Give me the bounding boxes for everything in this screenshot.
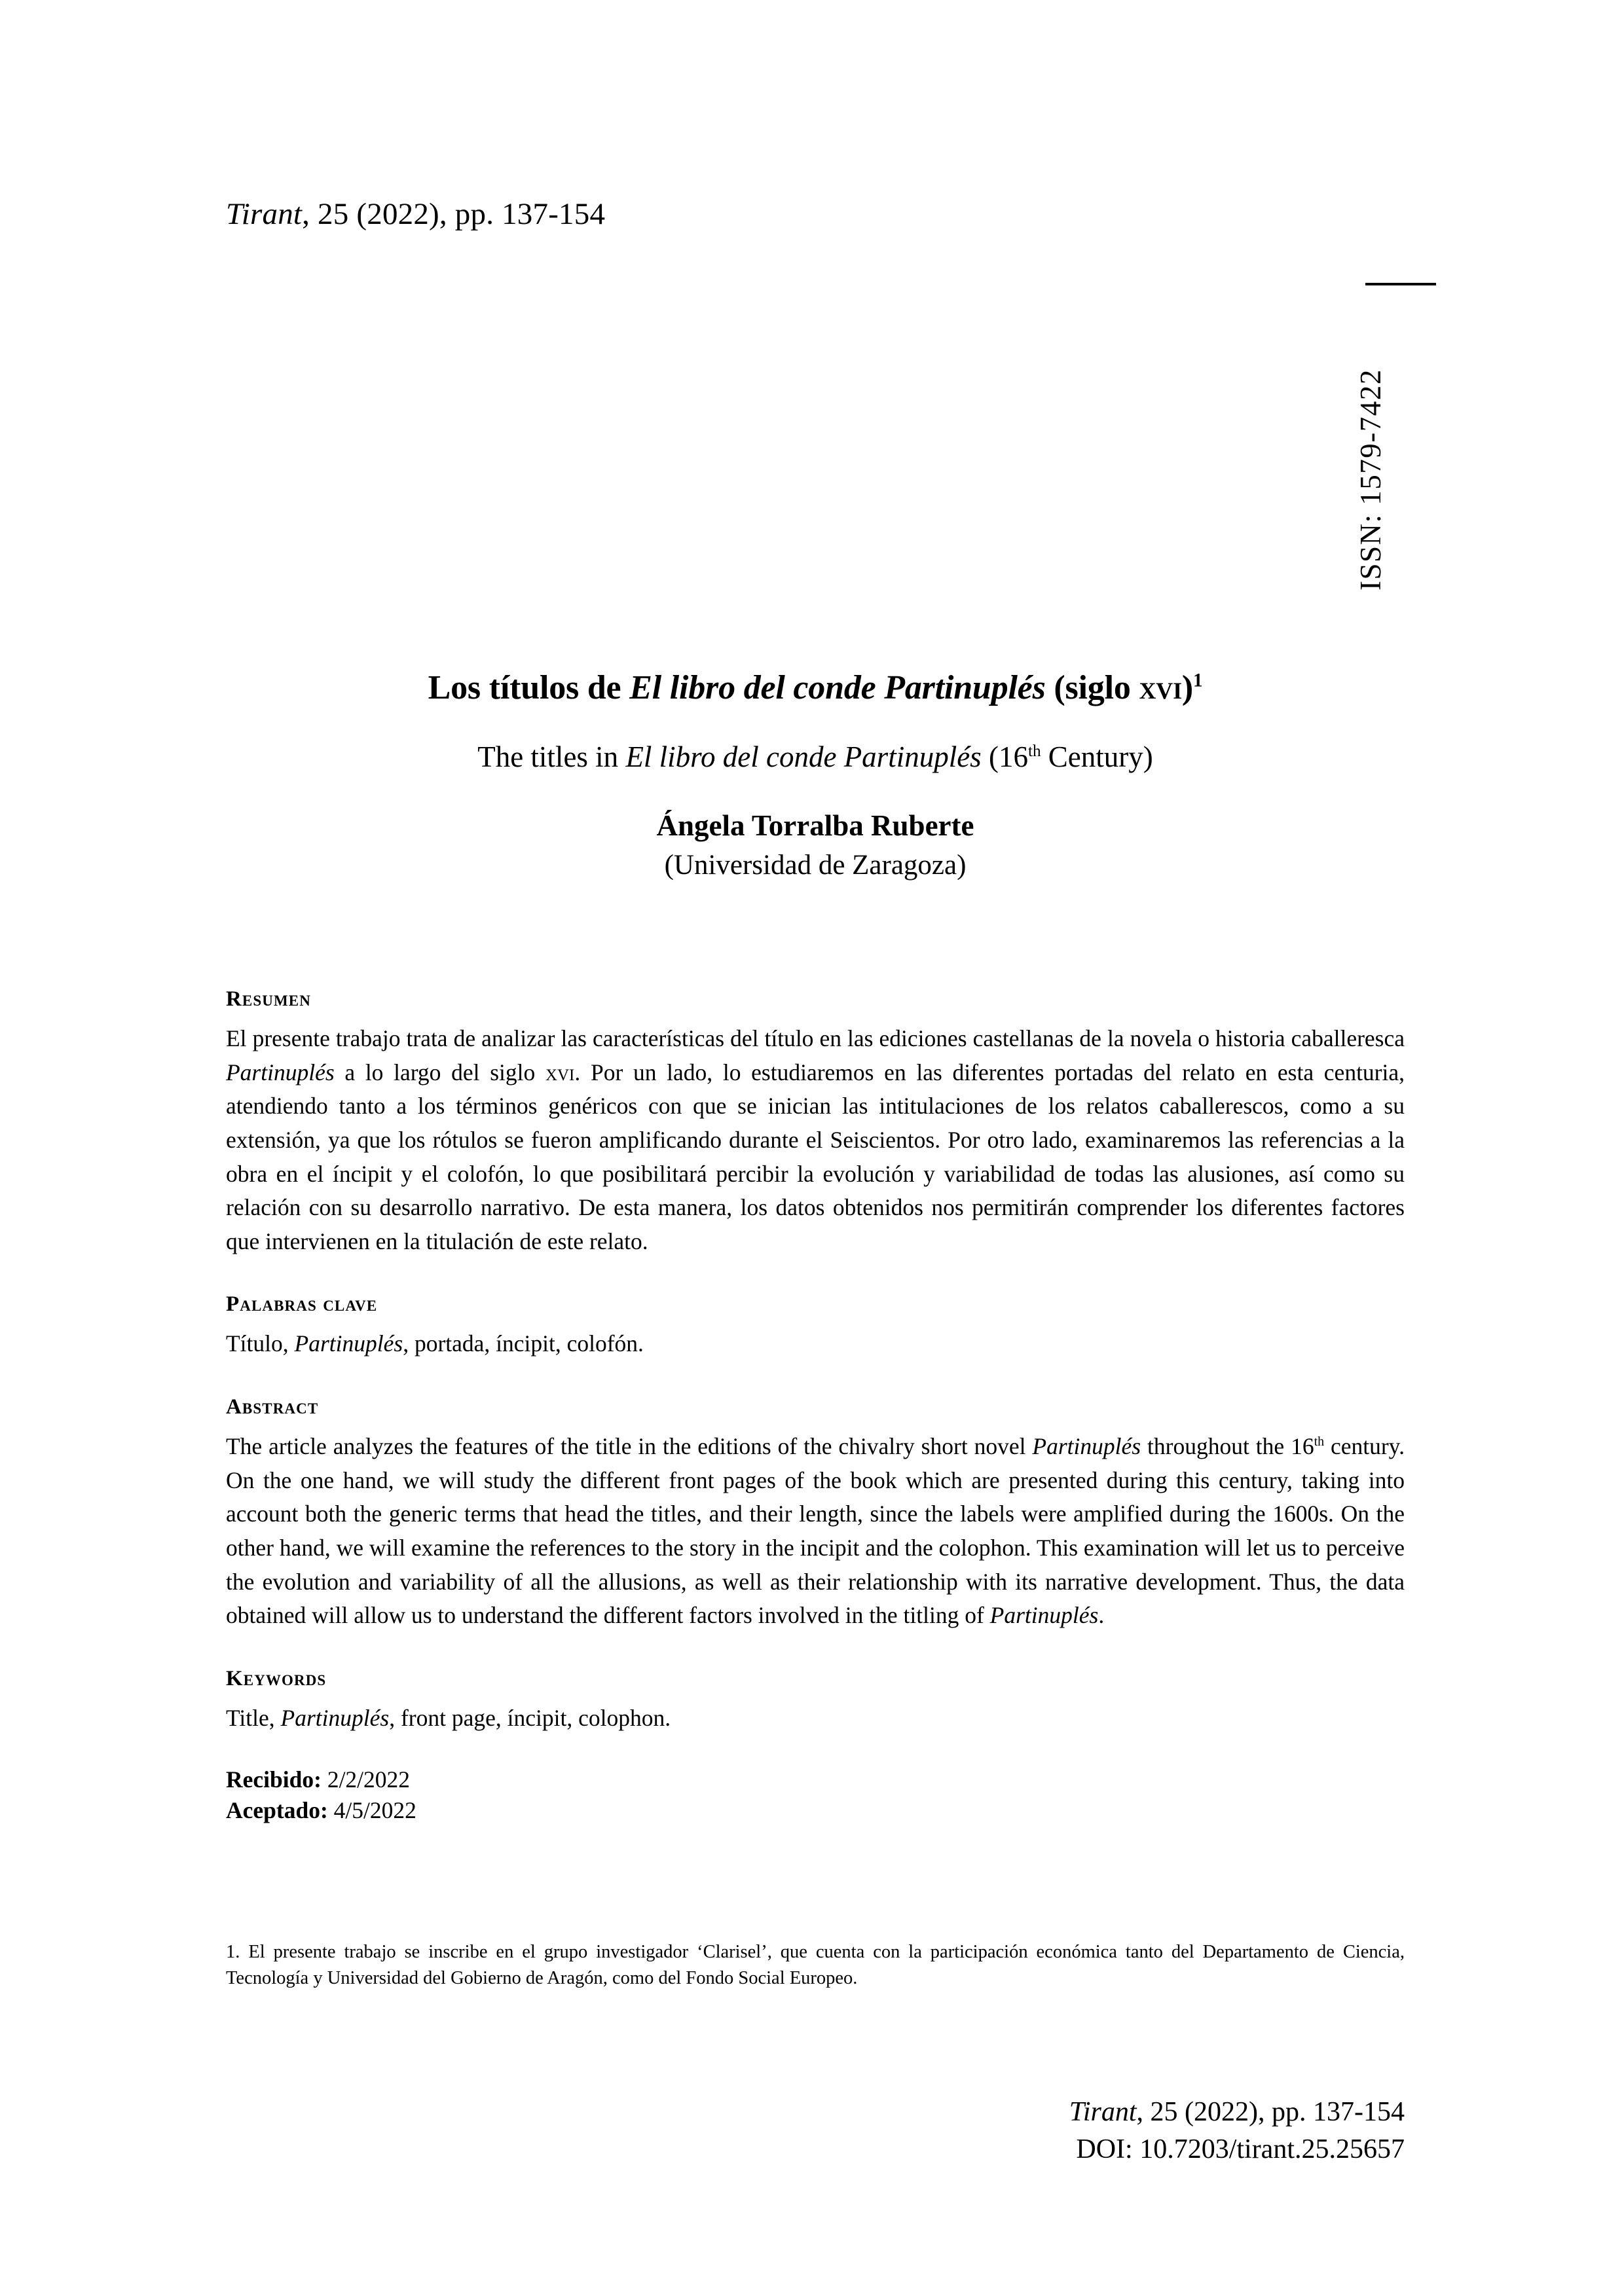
running-head-journal: Tirant — [226, 197, 303, 231]
page-title — [226, 668, 1405, 708]
resumen-text-2: a lo largo del siglo — [334, 1059, 545, 1085]
accepted-value: 4/5/2022 — [327, 1797, 416, 1824]
keywords-text-1: Title, — [226, 1704, 281, 1731]
footnote-1: 1. El presente trabajo se inscribe en el grupo investigador ‘Clarisel’, que cuenta con la participación económica tanto del Departamento de Ciencia, Tecnología y Universidad del Gobierno de Aragón, como del Fondo Social Europeo. — [226, 1942, 1405, 1988]
resumen-century: xvi — [545, 1059, 575, 1085]
abstract-text-4: . — [1098, 1602, 1105, 1629]
resumen-text-3: . Por un lado, lo estudiaremos en las diferentes portadas del relato en esta centuria, atendiendo tanto a los términos genéricos con que se inician las intitulaciones de los relatos caballerescos, como a su extensión, ya que los rótulos se fueron amplificando durante el Seiscientos. Por otro lado, examinaremos las referencias a la obra en el íncipit y el colofón, lo que posibilitará percibir la evolución y variabilidad de todas las alusiones, así como su relación con su desarrollo narrativo. De esta manera, los datos obtenidos nos permitirán comprender los diferentes factores que intervienen en la titulación de este relato. — [226, 1059, 1405, 1254]
keywords-text-2: , front page, íncipit, colophon. — [389, 1704, 671, 1731]
keywords-work: Partinuplés — [280, 1704, 390, 1731]
keywords-body — [226, 1702, 1405, 1736]
subtitle-paren-open: (16 — [981, 740, 1028, 774]
submission-dates — [226, 1764, 1405, 1827]
palabras-clave-body — [226, 1327, 1405, 1361]
subtitle-paren-close: Century) — [1041, 740, 1153, 774]
title-work: El libro del conde Partinuplés — [629, 669, 1046, 706]
title-block — [226, 668, 1405, 881]
title-paren-close: ) — [1181, 669, 1193, 706]
title-paren-open: (siglo — [1045, 669, 1139, 706]
palabras-clave-text-2: , portada, íncipit, colofón. — [403, 1330, 644, 1357]
page-subtitle — [226, 739, 1405, 774]
subtitle-work: El libro del conde Partinuplés — [625, 740, 982, 774]
running-head — [226, 196, 605, 232]
title-footnote-marker: 1 — [1193, 670, 1203, 691]
footer-doi: DOI: 10.7203/tirant.25.25657 — [1076, 2134, 1405, 2165]
resumen-heading: Resumen — [226, 987, 311, 1011]
title-century: xvi — [1139, 669, 1182, 706]
abstract-work-2: Partinuplés — [989, 1602, 1099, 1629]
palabras-clave-text-1: Título, — [226, 1330, 295, 1357]
keywords-heading: Keywords — [226, 1666, 327, 1690]
abstract-ordinal: th — [1314, 1434, 1325, 1449]
abstract-work: Partinuplés — [1032, 1433, 1141, 1460]
accepted-label: Aceptado: — [226, 1797, 328, 1824]
subtitle-ordinal: th — [1027, 742, 1041, 761]
footer-journal: Tirant — [1069, 2097, 1137, 2127]
abstract-text-2: throughout the 16 — [1141, 1433, 1314, 1460]
footer-citation — [226, 2094, 1405, 2131]
issn-rule — [1365, 283, 1436, 285]
resumen-work: Partinuplés — [226, 1059, 335, 1085]
palabras-clave-heading: Palabras clave — [226, 1292, 378, 1317]
issn-block — [1346, 275, 1424, 615]
title-prefix: Los títulos de — [428, 669, 630, 706]
resumen-body — [226, 1022, 1405, 1258]
running-head-citation: , 25 (2022), pp. 137-154 — [302, 197, 606, 231]
issn-text: ISSN: 1579-7422 — [1354, 369, 1387, 591]
abstract-body — [226, 1430, 1405, 1633]
subtitle-prefix: The titles in — [477, 740, 626, 774]
author-affiliation: (Universidad de Zaragoza) — [664, 850, 967, 881]
abstract-heading: Abstract — [226, 1395, 319, 1419]
abstract-text-3: century. On the one hand, we will study the different front pages of the book which are presented during this century, taking into account both the generic terms that head the titles, and their length, since the labels were amplified during the 1600s. On the other hand, we will examine the references to the story in the incipit and the colophon. This examination will let us to perceive the evolution and variability of all the allusions, as well as their relationship with its narrative development. Thus, the data obtained will allow us to understand the different factors involved in the titling of — [226, 1433, 1405, 1629]
palabras-clave-work: Partinuplés — [294, 1330, 403, 1357]
abstract-text-1: The article analyzes the features of the title in the editions of the chivalry short novel — [226, 1433, 1033, 1460]
page-footer — [226, 2094, 1405, 2168]
author-name: Ángela Torralba Ruberte — [656, 809, 974, 843]
resumen-text-1: El presente trabajo trata de analizar las características del título en las ediciones castellanas de la novela o historia caballeresca — [226, 1025, 1405, 1051]
received-value: 2/2/2022 — [321, 1766, 411, 1793]
abstract-column — [226, 987, 1405, 1827]
footer-citation-rest: , 25 (2022), pp. 137-154 — [1136, 2097, 1405, 2127]
received-label: Recibido: — [226, 1766, 322, 1793]
